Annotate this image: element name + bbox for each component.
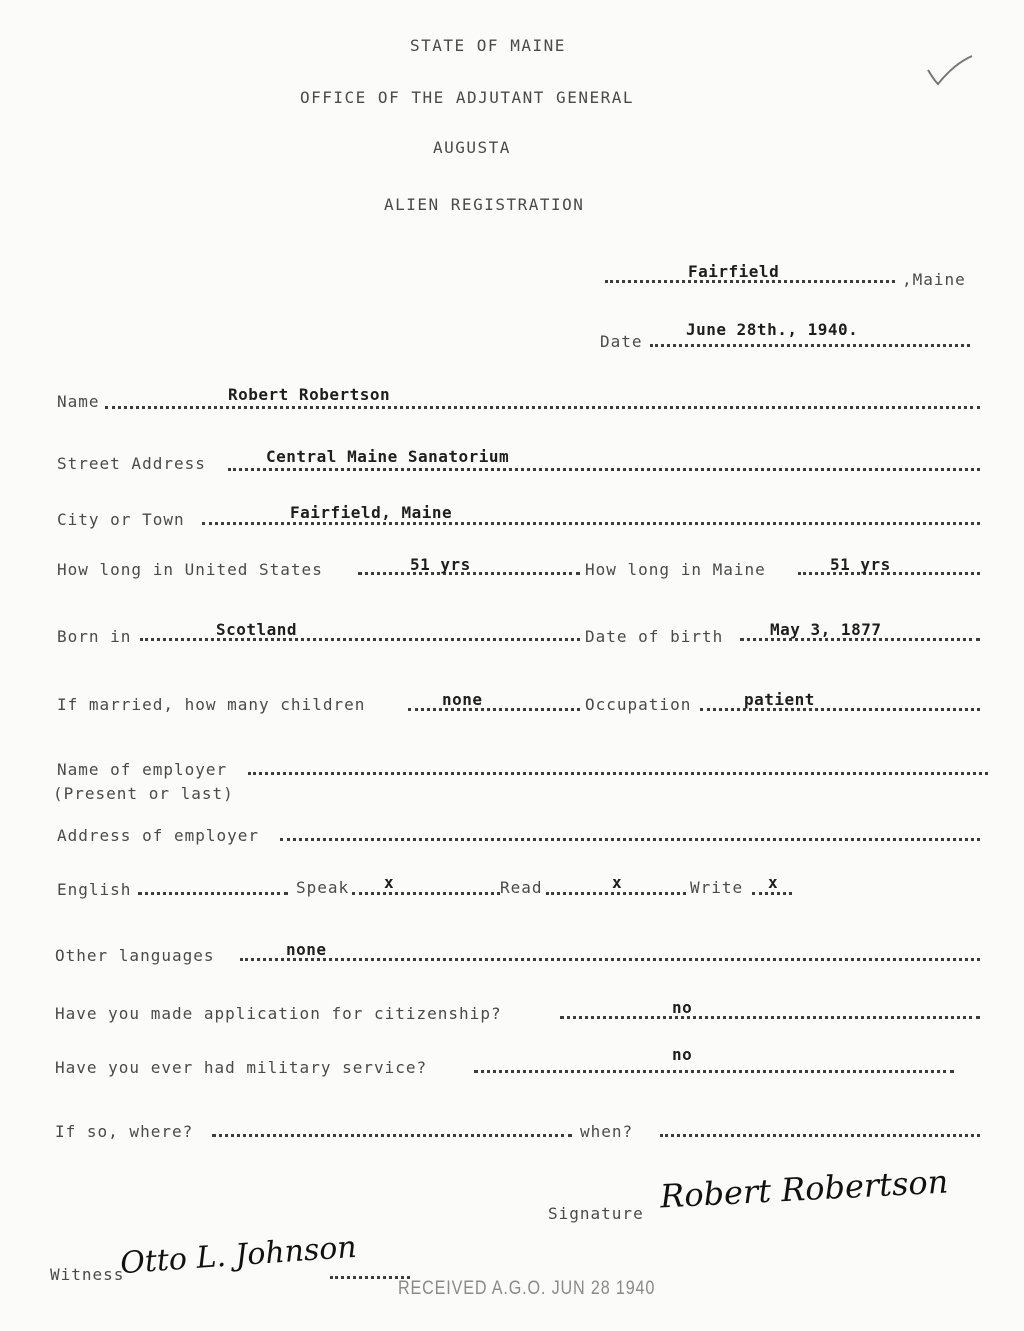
city-value: Fairfield, Maine bbox=[290, 503, 453, 522]
town-value: Fairfield bbox=[688, 262, 780, 281]
english-write-label: Write bbox=[690, 878, 744, 897]
occupation-value: patient bbox=[744, 690, 815, 709]
citizenship-label: Have you made application for citizenship? bbox=[55, 1004, 502, 1023]
when-label: when? bbox=[580, 1122, 634, 1141]
how-long-us-label: How long in United States bbox=[57, 560, 323, 579]
header-office: OFFICE OF THE ADJUTANT GENERAL bbox=[300, 88, 634, 107]
employer-sublabel: (Present or last) bbox=[53, 784, 234, 803]
witness-label: Witness bbox=[50, 1265, 125, 1284]
english-speak-value: x bbox=[384, 873, 395, 892]
how-long-maine-label: How long in Maine bbox=[585, 560, 766, 579]
state-label: ,Maine bbox=[902, 270, 966, 289]
english-speak-label: Speak bbox=[296, 878, 350, 897]
signature-value: Robert Robertson bbox=[659, 1162, 950, 1216]
city-label: City or Town bbox=[57, 510, 185, 529]
born-in-value: Scotland bbox=[216, 620, 298, 639]
signature-label: Signature bbox=[548, 1204, 644, 1223]
born-in-label: Born in bbox=[57, 627, 132, 646]
header-city: AUGUSTA bbox=[433, 138, 511, 157]
english-write-value: x bbox=[768, 873, 779, 892]
citizenship-value: no bbox=[672, 998, 693, 1017]
children-value: none bbox=[442, 690, 483, 709]
english-read-label: Read bbox=[500, 878, 543, 897]
name-label: Name bbox=[57, 392, 100, 411]
header-title: ALIEN REGISTRATION bbox=[384, 195, 585, 214]
name-value: Robert Robertson bbox=[228, 385, 391, 404]
header-state: STATE OF MAINE bbox=[410, 36, 566, 55]
check-mark-icon bbox=[920, 50, 980, 90]
english-label: English bbox=[57, 880, 132, 899]
date-label: Date bbox=[600, 332, 643, 351]
received-stamp: RECEIVED A.G.O. JUN 28 1940 bbox=[398, 1278, 656, 1299]
how-long-maine-value: 51 yrs bbox=[830, 555, 891, 574]
how-long-us-value: 51 yrs bbox=[410, 555, 471, 574]
occupation-label: Occupation bbox=[585, 695, 692, 714]
employer-label: Name of employer bbox=[57, 760, 228, 779]
witness-signature: Otto L. Johnson bbox=[119, 1229, 358, 1282]
employer-address-label: Address of employer bbox=[57, 826, 260, 845]
other-languages-value: none bbox=[286, 940, 327, 959]
dob-label: Date of birth bbox=[585, 627, 724, 646]
english-read-value: x bbox=[612, 873, 623, 892]
other-languages-label: Other languages bbox=[55, 946, 215, 965]
dob-value: May 3, 1877 bbox=[770, 620, 882, 639]
date-value: June 28th., 1940. bbox=[686, 320, 859, 339]
street-value: Central Maine Sanatorium bbox=[266, 447, 510, 466]
military-label: Have you ever had military service? bbox=[55, 1058, 428, 1077]
street-label: Street Address bbox=[57, 454, 206, 473]
military-value: no bbox=[672, 1045, 693, 1064]
children-label: If married, how many children bbox=[57, 695, 366, 714]
if-so-label: If so, where? bbox=[55, 1122, 194, 1141]
